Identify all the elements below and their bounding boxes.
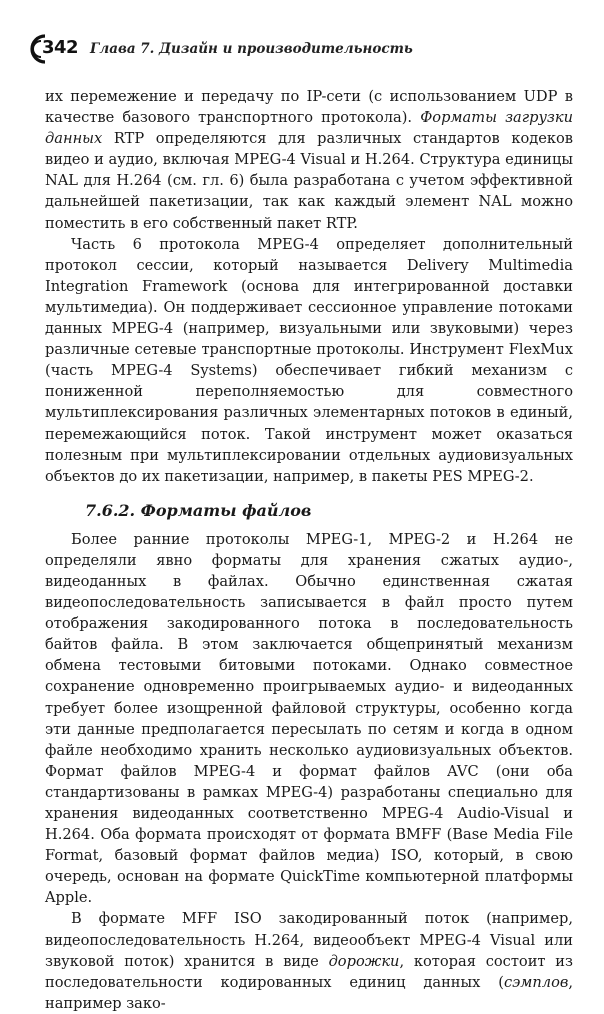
paragraph-4 — [45, 908, 573, 1013]
paragraph-1 — [45, 86, 573, 234]
page-header — [28, 32, 588, 66]
running-head: Глава 7. Дизайн и производительность — [90, 41, 413, 57]
body-text — [45, 86, 573, 1014]
page-number: 342 — [42, 37, 79, 58]
text-run: Часть 6 протокола MPEG-4 определяет дополнительный протокол сессии, который называется Delivery Multimedia Integration Framework (основа для интегрированной доставки мультимедиа). Он поддерживает сессионное управление потоками данных MPEG-4 (например, визуальными или звуковыми) через различные сетевые транспортные протоколы. Инструмент FlexMux (часть MPEG-4 Systems) обеспечивает гибкий механизм с пониженной переполняемостью для совместного мультиплексирования различных элементарных потоков в единый, перемежающийся поток. Такой инструмент может оказаться полезным при мультиплексировании отдельных аудиовизуальных объектов до их пакетизации, например, в пакеты PES MPEG-2. — [45, 235, 573, 485]
paragraph-2 — [45, 234, 573, 487]
text-run: Более ранние протоколы MPEG-1, MPEG-2 и H.264 не определяли явно форматы для хранения сжатых аудио-, видеоданных в файлах. Обычно единственная сжатая видеопоследовательность записывается в файл просто путем отображения закодированного потока в последовательность байтов файла. В этом заключается общепринятый механизм обмена тестовыми битовыми потоками. Однако совместное сохранение одновременно проигрываемых аудио- и видеоданных требует более изощренной файловой структуры, особенно когда эти данные предполагается пересылать по сетям и когда в одном файле необходимо хранить несколько аудиовизуальных объектов. Формат файлов MPEG-4 и формат файлов AVC (они оба стандартизованы в рамках MPEG-4) разработаны специально для хранения видеоданных соответственно MPEG-4 Audio-Visual и H.264. Оба формата происходят от формата BMFF (Base Media File Format, базовый формат файлов медиа) ISO, который, в свою очередь, основан на формате QuickTime компьютерной платформы Apple. — [45, 530, 573, 907]
text-run: , которая состоит из последовательности кодированных единиц данных ( — [45, 952, 573, 991]
text-run: , например зако- — [45, 973, 573, 1012]
italic-term: дорожки — [328, 952, 400, 970]
italic-term: Форматы загрузки данных — [45, 109, 573, 148]
text-run: RTP определяются для различных стандартов кодеков видео и аудио, включая MPEG-4 Visual и H.264. Структура единицы NAL для H.264 (см. гл. 6) была разработана с учетом эффективной дальнейшей пакетизации, так как каждый элемент NAL можно поместить в его собственный пакет RTP. — [45, 130, 573, 232]
paragraph-3 — [45, 529, 573, 909]
text-run: В формате MFF ISO закодированный поток (например, видеопоследовательность H.264, видеообъект MPEG-4 Visual или звуковой поток) хранится в виде — [45, 910, 573, 970]
italic-term: сэмплов — [503, 973, 569, 991]
text-run: их перемежение и передачу по IP-сети (с использованием UDP в качестве базового транспортного протокола). — [45, 88, 573, 127]
section-heading: 7.6.2. Форматы файлов — [85, 500, 312, 520]
